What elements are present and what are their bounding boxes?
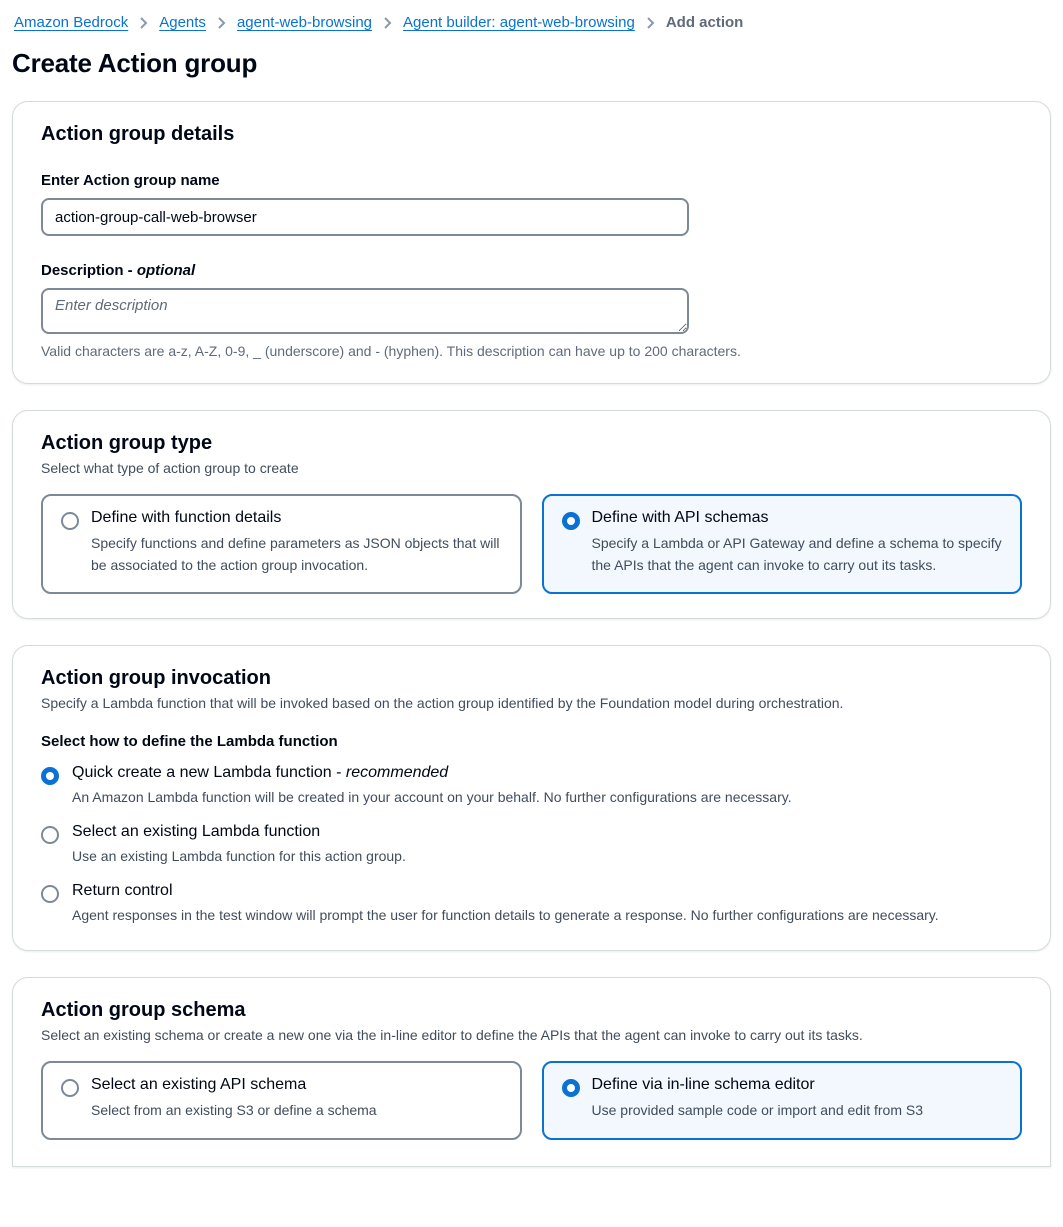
option-label-text: Return control bbox=[72, 881, 173, 899]
option-return-control[interactable] bbox=[41, 882, 1022, 927]
action-group-name-input[interactable] bbox=[41, 198, 689, 236]
option-description: An Amazon Lambda function will be created in your account on your behalf. No further configurations are necessary. bbox=[72, 789, 792, 806]
radio-unselected-icon[interactable] bbox=[61, 1079, 79, 1097]
radio-unselected-icon[interactable] bbox=[41, 826, 59, 844]
description-label bbox=[41, 262, 1022, 279]
breadcrumb bbox=[12, 14, 1051, 31]
action-group-type-card bbox=[12, 410, 1051, 619]
lambda-function-group-label: Select how to define the Lambda function bbox=[41, 733, 338, 751]
option-quick-create-lambda[interactable] bbox=[41, 764, 1022, 809]
page-title: Create Action group bbox=[12, 48, 258, 78]
schema-card-title: Action group schema bbox=[41, 999, 246, 1022]
breadcrumb-link-agent-builder[interactable]: Agent builder: agent-web-browsing bbox=[403, 14, 635, 31]
schema-card-subtitle: Select an existing schema or create a new one via the in-line editor to define the APIs that the agent can invoke to carry out its tasks. bbox=[41, 1027, 863, 1044]
option-label-text: Quick create a new Lambda function - bbox=[72, 764, 346, 782]
invocation-card-title: Action group invocation bbox=[41, 667, 271, 690]
tile-define-with-api-schemas[interactable] bbox=[542, 494, 1023, 594]
tile-description: Use provided sample code or import and edit from S3 bbox=[591, 1102, 923, 1119]
radio-selected-icon[interactable] bbox=[562, 512, 580, 530]
breadcrumb-link-agents[interactable]: Agents bbox=[159, 14, 206, 31]
chevron-right-icon bbox=[382, 16, 393, 30]
description-textarea[interactable] bbox=[41, 288, 689, 334]
radio-unselected-icon[interactable] bbox=[61, 512, 79, 530]
details-card-title: Action group details bbox=[41, 123, 235, 145]
radio-selected-icon[interactable] bbox=[562, 1079, 580, 1097]
chevron-right-icon bbox=[216, 16, 227, 30]
tile-description: Select from an existing S3 or define a schema bbox=[91, 1102, 377, 1119]
type-tiles bbox=[41, 494, 1022, 594]
schema-tiles bbox=[41, 1061, 1022, 1140]
tile-description: Specify a Lambda or API Gateway and define a schema to specify the APIs that the agent can invoke to carry out its tasks. bbox=[591, 535, 1002, 573]
option-label bbox=[72, 882, 939, 900]
breadcrumb-link-agent-web-browsing[interactable]: agent-web-browsing bbox=[236, 14, 373, 31]
description-helper-text: Valid characters are a-z, A-Z, 0-9, _ (underscore) and - (hyphen). This description can have up to 200 characters. bbox=[41, 343, 741, 359]
option-label-text: Select an existing Lambda function bbox=[72, 823, 321, 841]
breadcrumb-link-amazon-bedrock[interactable]: Amazon Bedrock bbox=[14, 14, 129, 31]
radio-selected-icon[interactable] bbox=[41, 767, 59, 785]
chevron-right-icon bbox=[138, 16, 149, 30]
action-group-schema-card bbox=[12, 977, 1051, 1167]
tile-label: Select an existing API schema bbox=[91, 1076, 307, 1094]
description-optional-text: optional bbox=[136, 262, 196, 279]
option-description: Use an existing Lambda function for this action group. bbox=[72, 848, 406, 865]
option-description: Agent responses in the test window will prompt the user for function details to generate a response. No further configurations are necessary. bbox=[72, 906, 939, 923]
option-label bbox=[72, 823, 406, 841]
option-label-emphasis: recommended bbox=[345, 764, 449, 782]
tile-description: Specify functions and define parameters as JSON objects that will be associated to the action group invocation. bbox=[91, 535, 500, 573]
type-card-subtitle: Select what type of action group to create bbox=[41, 460, 299, 476]
type-card-title: Action group type bbox=[41, 432, 213, 454]
radio-unselected-icon[interactable] bbox=[41, 885, 59, 903]
option-label bbox=[72, 764, 792, 782]
description-label-text: Description - bbox=[41, 262, 137, 279]
tile-select-existing-api-schema[interactable] bbox=[41, 1061, 522, 1140]
breadcrumb-current-add-action: Add action bbox=[665, 14, 744, 31]
invocation-card-subtitle: Specify a Lambda function that will be invoked based on the action group identified by the Foundation model during orchestration. bbox=[41, 695, 844, 712]
tile-define-with-function-details[interactable] bbox=[41, 494, 522, 594]
action-group-details-card bbox=[12, 101, 1051, 384]
tile-label: Define via in-line schema editor bbox=[591, 1076, 815, 1094]
tile-define-inline-schema-editor[interactable] bbox=[542, 1061, 1023, 1140]
tile-label: Define with API schemas bbox=[591, 509, 769, 526]
tile-label: Define with function details bbox=[91, 509, 282, 526]
chevron-right-icon bbox=[645, 16, 656, 30]
option-select-existing-lambda[interactable] bbox=[41, 823, 1022, 868]
action-group-name-label: Enter Action group name bbox=[41, 172, 220, 189]
action-group-invocation-card bbox=[12, 645, 1051, 951]
